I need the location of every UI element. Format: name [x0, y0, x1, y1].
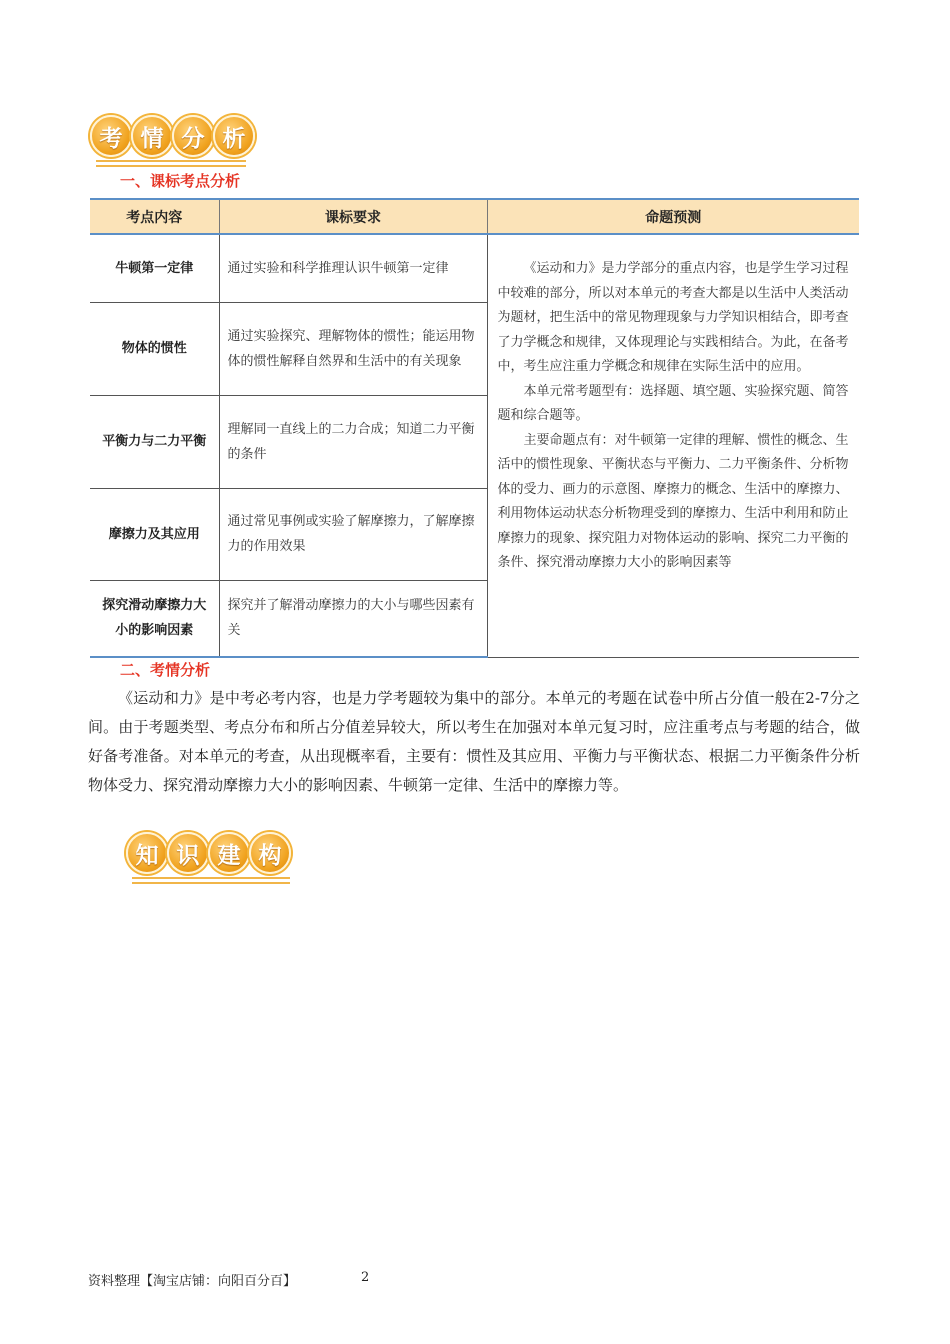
badge-char: 识	[167, 832, 209, 874]
page-number: 2	[361, 1270, 370, 1285]
table-header-prediction: 命题预测	[487, 199, 859, 234]
table-header-row	[90, 199, 859, 234]
badge-char: 知	[126, 832, 168, 874]
badge-underline-decoration	[132, 877, 290, 884]
prediction-paragraph: 《运动和力》是力学部分的重点内容，也是学生学习过程中较难的部分，所以对本单元的考查大都是以生活中人类活动为题材，把生活中的常见物理现象与力学知识相结合，即考查了力学概念和规律，又体现理论与实践相结合。为此，在备考中，考生应注重力学概念和规律在实际生活中的应用。	[497, 261, 849, 374]
badge-char: 建	[208, 832, 250, 874]
footer-source: 资料整理【淘宝店铺：向阳百分百】	[88, 1274, 297, 1289]
topic-cell: 牛顿第一定律	[90, 234, 219, 302]
prediction-paragraph: 本单元常考题型有：选择题、填空题、实验探究题、简答题和综合题等。	[497, 383, 849, 423]
requirement-cell: 理解同一直线上的二力合成；知道二力平衡的条件	[219, 395, 487, 488]
badge-underline-decoration	[96, 160, 246, 167]
topic-cell: 摩擦力及其应用	[90, 488, 219, 580]
curriculum-table	[90, 198, 859, 658]
badge-char: 构	[249, 832, 291, 874]
topic-cell: 平衡力与二力平衡	[90, 395, 219, 488]
badge-char: 分	[172, 115, 214, 157]
topic-cell: 探究滑动摩擦力大小的影响因素	[90, 580, 219, 657]
table-header-topic: 考点内容	[90, 199, 219, 234]
badge-char: 考	[90, 115, 132, 157]
section-badge-knowledge-structure	[126, 832, 290, 874]
requirement-cell: 通过常见事例或实验了解摩擦力，了解摩擦力的作用效果	[219, 488, 487, 580]
requirement-cell: 探究并了解滑动摩擦力的大小与哪些因素有关	[219, 580, 487, 657]
prediction-paragraph: 主要命题点有：对牛顿第一定律的理解、惯性的概念、生活中的惯性现象、平衡状态与平衡力、二力平衡条件、分析物体的受力、画力的示意图、摩擦力的概念、生活中的摩擦力、利用物体运动状态分析物理受到的摩擦力、生活中利用和防止摩擦力的现象、探究阻力对物体运动的影响、探究二力平衡的条件、探究滑动摩擦力大小的影响因素等	[497, 432, 849, 570]
requirement-cell: 通过实验探究、理解物体的惯性；能运用物体的惯性解释自然界和生活中的有关现象	[219, 302, 487, 395]
prediction-cell	[487, 234, 859, 657]
requirement-cell: 通过实验和科学推理认识牛顿第一定律	[219, 234, 487, 302]
analysis-paragraph: 《运动和力》是中考必考内容，也是力学考题较为集中的部分。本单元的考题在试卷中所占分值一般在2-7分之间。由于考题类型、考点分布和所占分值差异较大，所以考生在加强对本单元复习时，应注重考点与考题的结合，做好备考准备。对本单元的考查，从出现概率看，主要有：惯性及其应用、平衡力与平衡状态、根据二力平衡条件分析物体受力、探究滑动摩擦力大小的影响因素、牛顿第一定律、生活中的摩擦力等。	[88, 689, 860, 794]
topic-cell: 物体的惯性	[90, 302, 219, 395]
badge-char: 情	[131, 115, 173, 157]
badge-char: 析	[213, 115, 255, 157]
section-title-curriculum: 一、课标考点分析	[120, 172, 241, 190]
page-footer	[88, 1270, 370, 1289]
table-header-requirement: 课标要求	[219, 199, 487, 234]
section-badge-exam-analysis	[90, 115, 254, 157]
section-title-exam-analysis: 二、考情分析	[120, 661, 211, 679]
table-row	[90, 234, 859, 302]
